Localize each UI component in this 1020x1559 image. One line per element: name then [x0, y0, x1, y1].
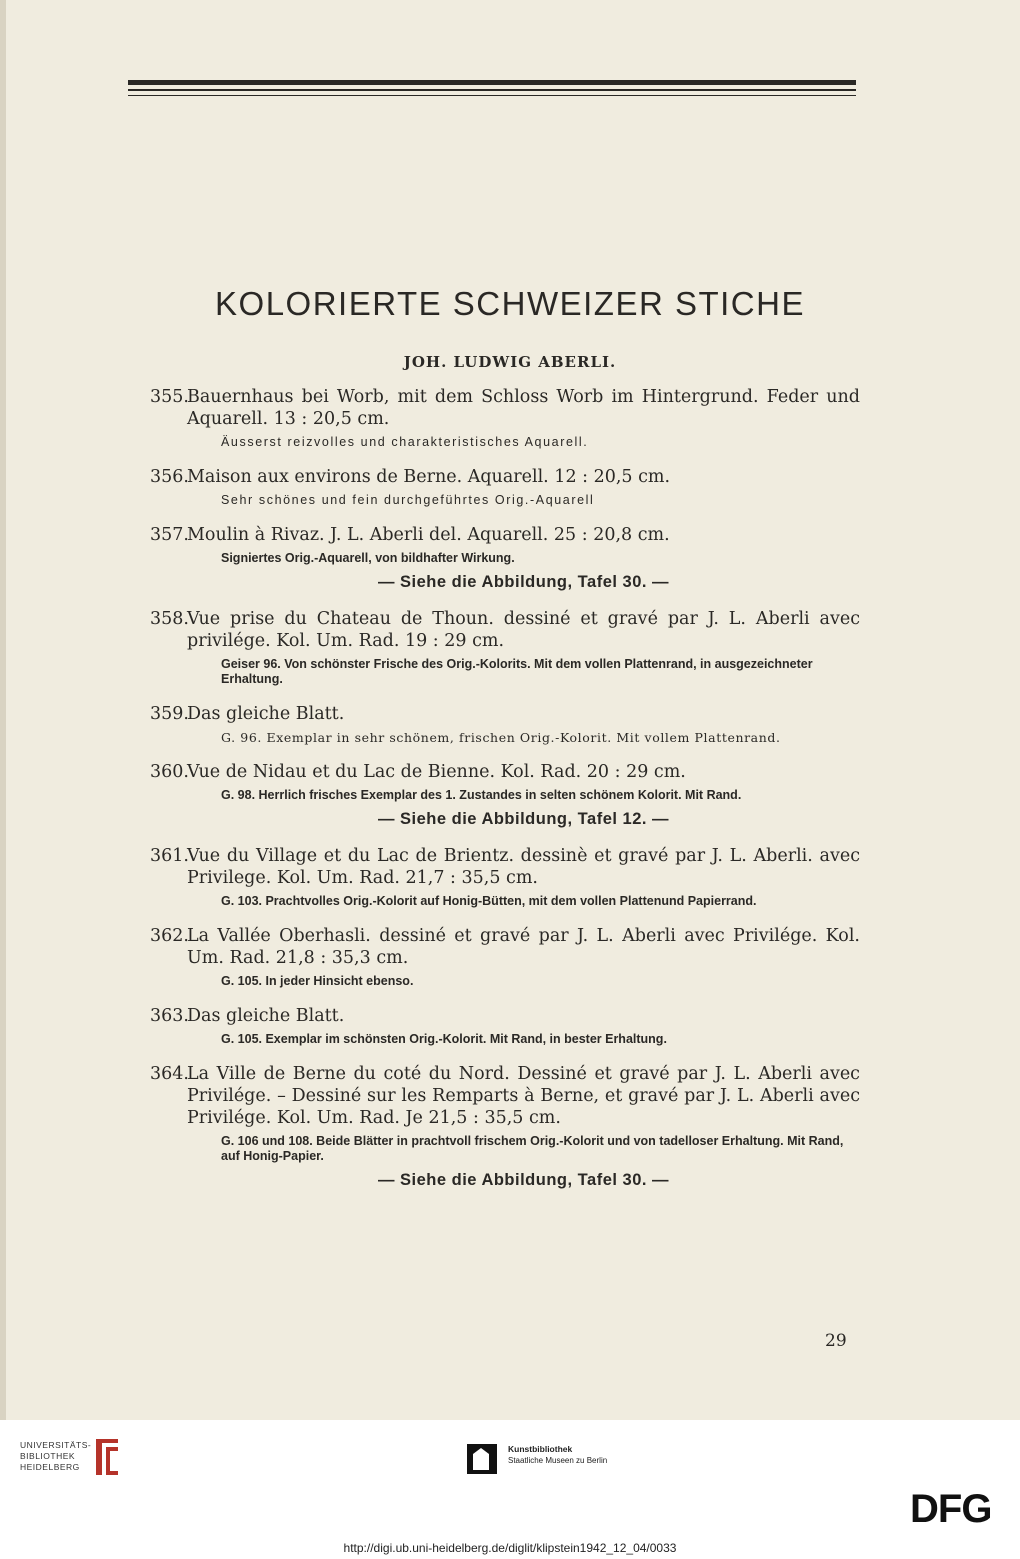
top-rule-thin	[128, 95, 856, 96]
entry-description: La Ville de Berne du coté du Nord. Dessiné et gravé par J. L. Aberli avec Privilége. – Dessiné sur les Remparts à Berne, et gravé par J. L. Aberli avec Privilége. Kol. Um. Rad. Je 21,5 : 35,5 cm.	[187, 1064, 860, 1128]
kunstbibliothek-icon	[465, 1442, 499, 1476]
catalog-entry	[150, 466, 860, 508]
plate-reference: — Siehe die Abbildung, Tafel 30. —	[377, 573, 670, 591]
entry-number: 357.	[150, 525, 189, 545]
entry-note: G. 96. Exemplar in sehr schönem, frischen Orig.-Kolorit. Mit vollem Plattenrand.	[221, 730, 781, 745]
scan-edge	[0, 0, 6, 1420]
kb-name: Kunstbibliothek	[508, 1444, 573, 1454]
catalog-entry	[150, 703, 860, 745]
entry-note: G. 106 und 108. Beide Blätter in prachtvoll frischem Orig.-Kolorit und von tadelloser Erhaltung. Mit Rand, auf Honig-Papier.	[221, 1134, 844, 1163]
entry-number: 356.	[150, 467, 189, 487]
catalog-entry	[150, 386, 860, 450]
top-rule-middle	[128, 89, 856, 91]
ub-line-2: BIBLIOTHEK	[20, 1451, 76, 1461]
top-rule-thick	[128, 80, 856, 85]
entry-note: G. 98. Herrlich frisches Exemplar des 1. Zustandes in selten schönem Kolorit. Mit Rand.	[221, 788, 742, 802]
entry-number: 360.	[150, 762, 189, 782]
catalog-entry	[150, 925, 860, 989]
entry-note: G. 105. In jeder Hinsicht ebenso.	[221, 974, 414, 988]
entry-note: G. 103. Prachtvolles Orig.-Kolorit auf Honig-Bütten, mit dem vollen Plattenund Papierrand.	[221, 894, 757, 908]
ub-line-3: HEIDELBERG	[20, 1462, 80, 1472]
catalog-entry	[150, 761, 860, 829]
ub-heidelberg-logo-text	[20, 1440, 91, 1473]
ub-heidelberg-icon	[90, 1437, 124, 1477]
plate-reference: — Siehe die Abbildung, Tafel 12. —	[377, 810, 670, 828]
kb-sub: Staatliche Museen zu Berlin	[508, 1456, 608, 1465]
entry-number: 361.	[150, 846, 189, 866]
entry-description: Bauernhaus bei Worb, mit dem Schloss Worb im Hintergrund. Feder und Aquarell. 13 : 20,5 cm.	[187, 387, 860, 429]
plate-reference: — Siehe die Abbildung, Tafel 30. —	[377, 1171, 670, 1189]
entry-number: 363.	[150, 1006, 189, 1026]
footer-bar	[0, 1420, 1020, 1559]
page-number: 29	[825, 1331, 847, 1351]
entry-description: Vue du Village et du Lac de Brientz. dessinè et gravé par J. L. Aberli. avec Privilege. Kol. Um. Rad. 21,7 : 35,5 cm.	[187, 846, 860, 888]
entry-description: Das gleiche Blatt.	[187, 704, 345, 724]
catalog-entry	[150, 524, 860, 592]
entry-number: 355.	[150, 387, 189, 407]
catalog-entries	[150, 386, 860, 1206]
entry-number: 358.	[150, 609, 189, 629]
entry-number: 362.	[150, 926, 189, 946]
dfg-logo: DFG	[910, 1487, 992, 1531]
entry-description: Vue prise du Chateau de Thoun. dessiné et gravé par J. L. Aberli avec privilége. Kol. Um. Rad. 19 : 29 cm.	[187, 609, 860, 651]
catalog-entry	[150, 1005, 860, 1047]
entry-description: Vue de Nidau et du Lac de Bienne. Kol. Rad. 20 : 29 cm.	[187, 762, 686, 782]
entry-number: 359.	[150, 704, 189, 724]
catalog-entry	[150, 608, 860, 687]
ub-line-1: UNIVERSITÄTS-	[20, 1440, 92, 1450]
kunstbibliothek-label	[508, 1444, 607, 1466]
entry-description: Das gleiche Blatt.	[187, 1006, 345, 1026]
entry-number: 364.	[150, 1064, 189, 1084]
entry-note: Sehr schönes und fein durchgeführtes Orig.-Aquarell	[221, 493, 595, 507]
entry-description: Moulin à Rivaz. J. L. Aberli del. Aquarell. 25 : 20,8 cm.	[187, 525, 670, 545]
catalog-entry	[150, 1063, 860, 1190]
entry-note: G. 105. Exemplar im schönsten Orig.-Kolorit. Mit Rand, in bester Erhaltung.	[221, 1032, 667, 1046]
entry-description: Maison aux environs de Berne. Aquarell. 12 : 20,5 cm.	[187, 467, 671, 487]
entry-description: La Vallée Oberhasli. dessiné et gravé par J. L. Aberli avec Privilége. Kol. Um. Rad. 21,8 : 35,3 cm.	[187, 926, 860, 968]
entry-note: Äusserst reizvolles und charakteristisches Aquarell.	[221, 435, 589, 449]
catalog-entry	[150, 845, 860, 909]
page-title: KOLORIERTE SCHWEIZER STICHE	[215, 285, 805, 322]
entry-note: Geiser 96. Von schönster Frische des Orig.-Kolorits. Mit dem vollen Plattenrand, in ausgezeichneter Erhaltung.	[221, 657, 813, 686]
section-author: JOH. LUDWIG ABERLI.	[403, 353, 617, 371]
entry-note: Signiertes Orig.-Aquarell, von bildhafter Wirkung.	[221, 551, 515, 565]
source-url[interactable]: http://digi.ub.uni-heidelberg.de/diglit/klipstein1942_12_04/0033	[343, 1541, 677, 1555]
